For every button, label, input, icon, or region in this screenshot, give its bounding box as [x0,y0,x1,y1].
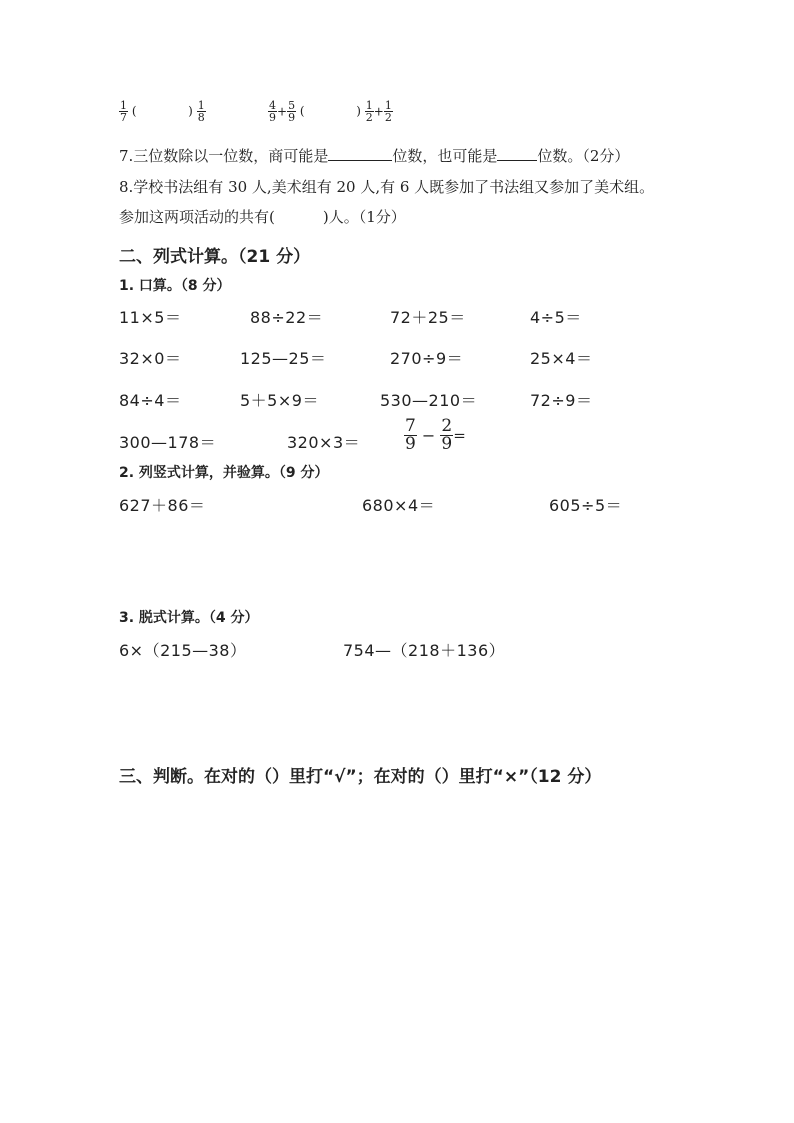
section-2-title: 二、列式计算。（21 分） [119,247,311,267]
oral-item: 11×5＝ [119,308,182,327]
open-paren: ( [131,104,137,118]
oral-item: 25×4＝ [530,349,593,368]
oral-item: 4÷5＝ [530,308,582,327]
close-paren: ) [356,104,361,118]
vertical-calc-item: 627＋86＝ [119,496,206,515]
fraction-expression: $\frac{7}{9}$ − $\frac{2}{9}$ = [405,416,466,454]
oral-item: 270÷9＝ [390,349,464,368]
stepwise-calc-item: 754—（218＋136） [343,641,506,660]
compare-item-2: $\frac{4}{9}$ + $\frac{5}{9}$ ( ) $\frac{1}{2}$ + $\frac{1}{2}$ [269,99,392,124]
question-8-line-2: 参加这两项活动的共有( )人。（1分） [119,208,406,226]
fraction: $\frac{1}{7}$ [120,99,127,124]
oral-item: 32×0＝ [119,349,182,368]
oral-item: 320×3＝ [287,433,361,452]
fraction: $\frac{1}{2}$ [384,99,392,124]
question-8-line-1: 8.学校书法组有 30 人,美术组有 20 人,有 6 人既参加了书法组又参加了美术组。 [119,178,655,196]
oral-item: 88÷22＝ [250,308,324,327]
fraction: $\frac{1}{8}$ [197,99,205,124]
section-3-title: 三、判断。在对的（）里打“√”；在对的（）里打“×”（12 分） [119,767,602,787]
vertical-calc-item: 605÷5＝ [549,496,623,515]
oral-item: 300—178＝ [119,433,217,452]
fraction: $\frac{2}{9}$ [441,416,453,454]
fraction: $\frac{5}{9}$ [288,99,296,124]
oral-item: 5＋5×9＝ [240,391,319,410]
fraction: $\frac{1}{2}$ [365,99,373,124]
answer-blank-1[interactable] [328,146,392,161]
oral-item: 530—210＝ [380,391,478,410]
close-paren: ) [188,104,193,118]
oral-item: 84÷4＝ [119,391,182,410]
sub-question-3-title: 3. 脱式计算。（4 分） [119,610,259,626]
sub-question-2-title: 2. 列竖式计算，并验算。（9 分） [119,465,329,481]
sub-question-1-title: 1. 口算。（8 分） [119,278,231,294]
open-paren: ( [299,104,305,118]
answer-blank-2[interactable] [497,146,537,161]
question-7: 7.三位数除以一位数，商可能是 位数，也可能是 位数。（2分） [119,147,630,165]
fraction: $\frac{7}{9}$ [405,416,416,454]
fraction: $\frac{4}{9}$ [269,99,276,124]
compare-item-1 [119,100,206,123]
stepwise-calc-item: 6×（215—38） [119,641,247,660]
oral-item: 72÷9＝ [530,391,593,410]
oral-item: 72＋25＝ [390,308,466,327]
vertical-calc-item: 680×4＝ [362,496,436,515]
oral-item: 125—25＝ [240,349,327,368]
